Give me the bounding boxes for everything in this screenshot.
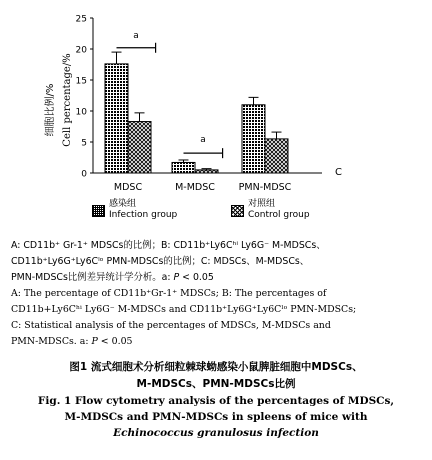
bar-chart xyxy=(0,0,432,200)
legend-swatch-control xyxy=(231,205,244,217)
legend-swatch-infection xyxy=(92,205,105,217)
legend-control-en: Control group xyxy=(248,210,310,220)
figure-title-cn-2: M-MDSCs、PMN-MDSCs比例 xyxy=(136,378,296,390)
legend-control-cn: 对照组 xyxy=(248,199,276,209)
p-symbol: P xyxy=(173,272,180,283)
caption-text: < 0.05 xyxy=(179,272,214,283)
y-tick-label: 10 xyxy=(75,107,87,118)
figure-title-en-1: Fig. 1 Flow cytometry analysis of the percentages of MDSCs, xyxy=(37,395,395,407)
legend-infection-cn: 感染组 xyxy=(109,199,137,209)
bar xyxy=(242,105,265,173)
caption-cn-line xyxy=(11,270,423,286)
caption-cn-line: A: CD11b⁺ Gr-1⁺ MDSCs的比例；B: CD11b⁺Ly6Cʰⁱ Ly6G⁻ M-MDSCs、 xyxy=(11,240,326,251)
bar xyxy=(172,162,195,173)
significance-label: a xyxy=(133,30,139,41)
y-tick-label: 20 xyxy=(75,45,87,56)
caption-en xyxy=(11,286,423,350)
caption-cn-line: CD11b⁺Ly6G⁺Ly6Cˡᵒ PMN-MDSCs的比例；C: MDSCs、M-MDSCs、 xyxy=(11,256,310,267)
panel-label: C xyxy=(335,167,342,178)
y-tick-label: 25 xyxy=(75,14,87,25)
bar xyxy=(105,64,128,173)
caption-cn xyxy=(11,238,423,286)
legend-control xyxy=(248,199,310,221)
bar xyxy=(265,139,288,173)
x-tick-label: PMN-MDSC xyxy=(238,182,292,193)
y-tick-label: 15 xyxy=(75,76,87,87)
x-tick-label: M-MDSC xyxy=(175,182,215,193)
caption-en-line: C: Statistical analysis of the percentages of MDSCs, M-MDSCs and xyxy=(11,320,331,331)
caption-text: < 0.05 xyxy=(97,336,133,347)
y-tick-label: 0 xyxy=(81,169,87,180)
caption-text: PMN-MDSCs比例差异统计学分析。a: xyxy=(11,272,174,283)
bar xyxy=(128,122,151,173)
caption-en-line xyxy=(11,334,423,350)
legend-infection xyxy=(109,199,177,221)
figure-title-cn-1: 图1 流式细胞术分析细粒棘球蚴感染小鼠脾脏细胞中MDSCs、 xyxy=(69,361,363,373)
y-axis-label-en: Cell percentage/% xyxy=(62,53,73,147)
bar xyxy=(195,170,218,173)
legend-infection-en: Infection group xyxy=(109,210,178,220)
x-tick-label: MDSC xyxy=(113,182,143,193)
caption-en-line: CD11b+Ly6Cʰⁱ Ly6G⁻ M-MDSCs and CD11b⁺Ly6G⁺Ly6Cˡᵒ PMN-MDSCs; xyxy=(11,304,357,315)
caption-text: PMN-MDSCs. a: xyxy=(11,336,92,347)
caption-en-line: A: The percentage of CD11b⁺Gr-1⁺ MDSCs; B: The percentages of xyxy=(11,288,327,299)
y-tick-label: 5 xyxy=(81,138,87,149)
figure-title-en-3: Echinococcus granulosus infection xyxy=(113,427,319,439)
p-symbol: P xyxy=(91,336,98,347)
significance-label: a xyxy=(200,135,206,145)
y-axis-label-cn: 细胞比例/% xyxy=(45,83,56,137)
figure-title-en-2: M-MDSCs and PMN-MDSCs in spleens of mice with xyxy=(64,411,368,423)
